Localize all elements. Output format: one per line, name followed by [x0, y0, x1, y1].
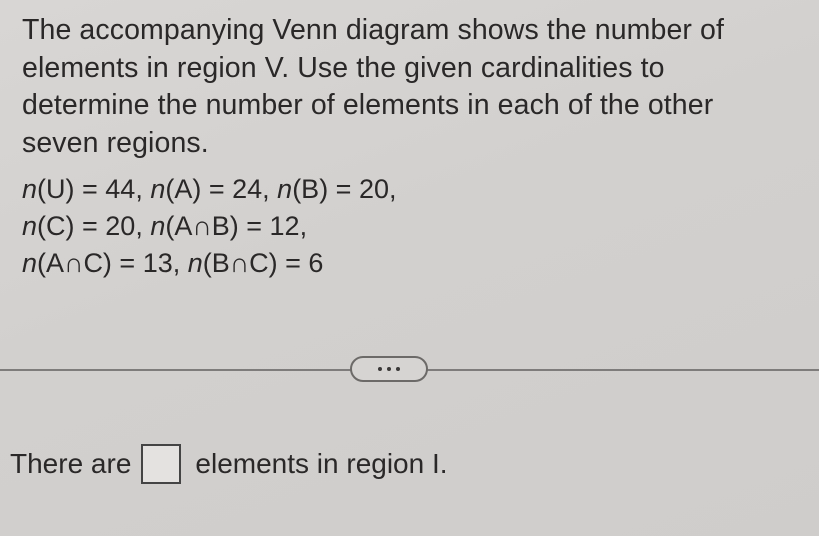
answer-line	[10, 444, 448, 484]
problem-statement	[22, 12, 792, 162]
n-symbol: n	[150, 211, 166, 241]
n-symbol: n	[187, 248, 203, 278]
given-value: (U) = 44,	[37, 174, 151, 204]
n-symbol: n	[22, 248, 38, 278]
given-value: (A) = 24,	[165, 174, 278, 204]
n-symbol: n	[150, 174, 166, 204]
ellipsis-icon-dot	[387, 367, 391, 371]
n-symbol: n	[277, 174, 293, 204]
given-value: (C) = 20,	[37, 211, 151, 241]
givens-line-2	[22, 208, 396, 245]
expand-more-button[interactable]	[350, 356, 428, 382]
given-cardinalities	[22, 171, 396, 282]
ellipsis-icon	[378, 367, 382, 371]
given-value: (A∩B) = 12,	[165, 211, 308, 241]
n-symbol: n	[22, 211, 38, 241]
answer-prefix: There are	[10, 448, 132, 479]
answer-suffix: elements in region I.	[195, 448, 448, 479]
given-value: (B) = 20,	[292, 174, 397, 204]
given-value: (A∩C) = 13,	[37, 248, 188, 278]
ellipsis-icon-dot	[396, 367, 400, 371]
given-value: (B∩C) = 6	[202, 248, 324, 278]
question-text: The accompanying Venn diagram shows the number of elements in region V. Use the given cardinalities to determine the number of elements in each of the other seven regions.	[22, 14, 724, 159]
givens-line-3	[22, 245, 396, 282]
answer-input-box[interactable]	[141, 444, 181, 484]
n-symbol: n	[22, 174, 38, 204]
givens-line-1	[22, 171, 396, 208]
